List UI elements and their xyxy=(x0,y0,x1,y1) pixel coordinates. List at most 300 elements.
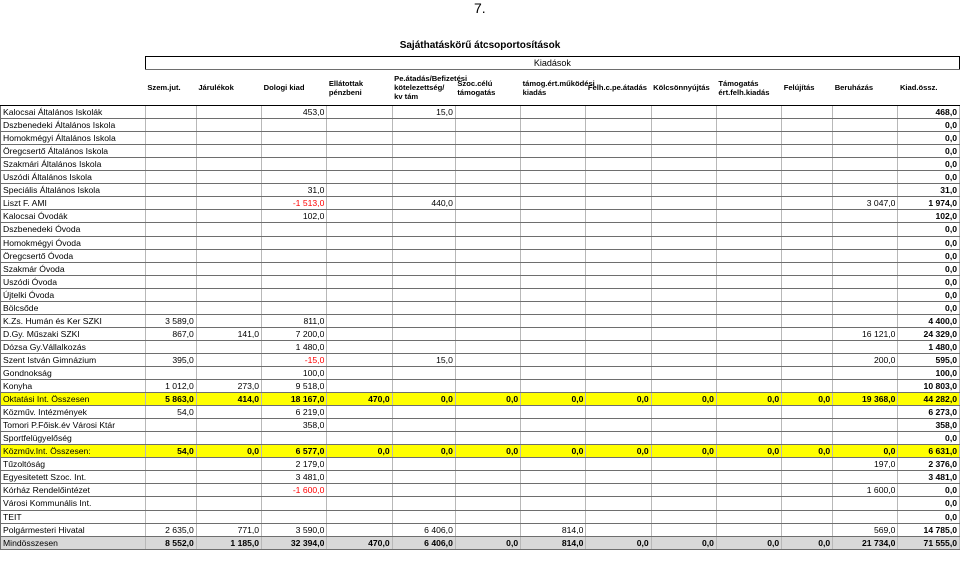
table-cell xyxy=(196,210,261,223)
table-cell xyxy=(196,249,261,262)
table-cell: 24 329,0 xyxy=(898,327,960,340)
table-cell xyxy=(196,262,261,275)
column-header: Szem.jut. xyxy=(145,70,196,106)
table-cell xyxy=(196,132,261,145)
table-cell: 16 121,0 xyxy=(833,327,898,340)
table-row xyxy=(1,301,960,314)
table-row xyxy=(1,327,960,340)
table-cell xyxy=(782,432,833,445)
table-cell xyxy=(145,366,196,379)
table-cell xyxy=(262,497,327,510)
table-cell xyxy=(196,471,261,484)
table-cell xyxy=(455,484,520,497)
table-cell xyxy=(392,484,455,497)
table-cell: 7 200,0 xyxy=(262,327,327,340)
table-cell: 100,0 xyxy=(898,366,960,379)
table-cell xyxy=(327,119,392,132)
column-header: Járulékok xyxy=(196,70,261,106)
table-cell xyxy=(145,158,196,171)
table-cell xyxy=(392,497,455,510)
table-cell xyxy=(716,432,781,445)
expense-table xyxy=(0,56,960,550)
table-cell xyxy=(716,171,781,184)
table-cell xyxy=(521,275,586,288)
table-cell xyxy=(327,314,392,327)
table-cell: 44 282,0 xyxy=(898,393,960,406)
table-cell: 0,0 xyxy=(898,510,960,523)
table-cell xyxy=(392,314,455,327)
table-cell xyxy=(782,380,833,393)
table-cell: 15,0 xyxy=(392,106,455,119)
row-label: Uszódi Általános Iskola xyxy=(1,171,146,184)
table-cell: -15,0 xyxy=(262,353,327,366)
table-cell xyxy=(145,145,196,158)
table-cell: 31,0 xyxy=(262,184,327,197)
row-label: Dózsa Gy.Vállalkozás xyxy=(1,340,146,353)
table-row xyxy=(1,380,960,393)
table-cell xyxy=(716,210,781,223)
table-cell xyxy=(586,236,651,249)
table-row xyxy=(1,184,960,197)
column-header-row xyxy=(1,70,960,106)
table-cell xyxy=(327,510,392,523)
table-cell xyxy=(833,419,898,432)
table-cell xyxy=(145,301,196,314)
table-cell: 0,0 xyxy=(898,223,960,236)
table-cell xyxy=(782,197,833,210)
table-cell xyxy=(521,471,586,484)
table-cell xyxy=(586,353,651,366)
table-cell: 4 400,0 xyxy=(898,314,960,327)
table-row xyxy=(1,197,960,210)
page-number: 7. xyxy=(474,0,486,16)
table-cell xyxy=(651,106,716,119)
table-cell xyxy=(833,171,898,184)
table-cell: 0,0 xyxy=(898,288,960,301)
table-cell xyxy=(455,471,520,484)
row-label: Gondnokság xyxy=(1,366,146,379)
table-cell: 569,0 xyxy=(833,523,898,536)
table-row xyxy=(1,171,960,184)
table-cell xyxy=(586,471,651,484)
table-cell: 1 600,0 xyxy=(833,484,898,497)
table-row xyxy=(1,458,960,471)
table-cell xyxy=(782,210,833,223)
table-cell: 0,0 xyxy=(898,432,960,445)
table-cell xyxy=(262,132,327,145)
table-cell xyxy=(586,510,651,523)
table-cell xyxy=(716,327,781,340)
table-cell xyxy=(716,223,781,236)
table-cell xyxy=(327,171,392,184)
table-cell xyxy=(716,380,781,393)
table-cell: 0,0 xyxy=(898,262,960,275)
table-cell xyxy=(651,288,716,301)
table-cell xyxy=(455,236,520,249)
table-row xyxy=(1,158,960,171)
row-label: Közműv. Intézmények xyxy=(1,406,146,419)
table-cell: 1 185,0 xyxy=(196,536,261,549)
table-cell xyxy=(392,223,455,236)
table-cell xyxy=(327,340,392,353)
table-cell xyxy=(455,249,520,262)
table-cell xyxy=(782,458,833,471)
row-label: Kórház Rendelőintézet xyxy=(1,484,146,497)
table-cell xyxy=(455,158,520,171)
table-cell xyxy=(716,301,781,314)
table-cell xyxy=(196,119,261,132)
table-cell xyxy=(651,132,716,145)
table-cell xyxy=(196,340,261,353)
table-cell xyxy=(196,497,261,510)
table-cell xyxy=(782,471,833,484)
table-cell: 0,0 xyxy=(782,445,833,458)
table-cell xyxy=(455,145,520,158)
table-row xyxy=(1,406,960,419)
table-cell: 1 480,0 xyxy=(262,340,327,353)
table-cell xyxy=(521,236,586,249)
table-cell xyxy=(782,484,833,497)
table-cell xyxy=(196,145,261,158)
table-cell xyxy=(392,406,455,419)
table-cell: 273,0 xyxy=(196,380,261,393)
table-cell xyxy=(196,419,261,432)
table-cell: 0,0 xyxy=(455,393,520,406)
table-cell: 867,0 xyxy=(145,327,196,340)
table-cell xyxy=(392,210,455,223)
table-cell xyxy=(782,510,833,523)
table-cell: 0,0 xyxy=(327,445,392,458)
table-cell xyxy=(782,249,833,262)
row-label: Mindösszesen xyxy=(1,536,146,549)
table-cell xyxy=(145,106,196,119)
table-cell xyxy=(327,288,392,301)
table-cell: 2 376,0 xyxy=(898,458,960,471)
table-cell xyxy=(651,262,716,275)
table-row xyxy=(1,497,960,510)
table-cell xyxy=(833,510,898,523)
table-cell xyxy=(833,340,898,353)
table-cell xyxy=(392,145,455,158)
table-cell xyxy=(392,236,455,249)
table-cell xyxy=(262,288,327,301)
table-cell xyxy=(392,184,455,197)
table-cell xyxy=(716,236,781,249)
table-cell xyxy=(521,497,586,510)
table-cell xyxy=(521,353,586,366)
table-cell xyxy=(145,262,196,275)
table-cell xyxy=(392,171,455,184)
table-cell xyxy=(455,119,520,132)
table-cell xyxy=(392,432,455,445)
table-cell xyxy=(262,171,327,184)
table-row xyxy=(1,106,960,119)
table-cell xyxy=(586,380,651,393)
table-cell: 102,0 xyxy=(262,210,327,223)
table-cell xyxy=(521,288,586,301)
table-cell xyxy=(833,184,898,197)
table-cell xyxy=(327,249,392,262)
table-cell: 0,0 xyxy=(392,393,455,406)
row-label: Dszbenedeki Általános Iskola xyxy=(1,119,146,132)
column-header: Kiad.össz. xyxy=(898,70,960,106)
table-cell xyxy=(392,327,455,340)
sheet-title: Sajáthatáskörű átcsoportosítások xyxy=(399,40,561,51)
table-cell xyxy=(327,366,392,379)
table-cell xyxy=(196,288,261,301)
table-cell xyxy=(196,197,261,210)
table-cell xyxy=(455,380,520,393)
table-cell: 0,0 xyxy=(716,393,781,406)
table-cell xyxy=(651,210,716,223)
table-cell xyxy=(196,314,261,327)
table-cell xyxy=(196,510,261,523)
table-cell xyxy=(196,484,261,497)
table-row xyxy=(1,340,960,353)
table-cell: 814,0 xyxy=(521,536,586,549)
table-cell xyxy=(782,353,833,366)
table-cell xyxy=(455,197,520,210)
table-cell xyxy=(833,132,898,145)
table-cell xyxy=(327,197,392,210)
table-cell xyxy=(833,406,898,419)
table-cell xyxy=(145,249,196,262)
table-cell: 395,0 xyxy=(145,353,196,366)
table-cell xyxy=(716,249,781,262)
table-cell xyxy=(327,497,392,510)
table-cell xyxy=(145,510,196,523)
table-cell: 100,0 xyxy=(262,366,327,379)
table-cell xyxy=(586,366,651,379)
table-row xyxy=(1,523,960,536)
table-cell xyxy=(782,223,833,236)
table-cell: 358,0 xyxy=(898,419,960,432)
table-cell xyxy=(586,171,651,184)
table-cell xyxy=(833,314,898,327)
table-row xyxy=(1,314,960,327)
table-cell xyxy=(327,353,392,366)
table-cell xyxy=(716,275,781,288)
row-label: Tűzoltóság xyxy=(1,458,146,471)
table-cell xyxy=(782,366,833,379)
table-cell xyxy=(651,406,716,419)
table-cell xyxy=(145,419,196,432)
table-cell xyxy=(327,458,392,471)
table-row xyxy=(1,262,960,275)
table-cell xyxy=(327,471,392,484)
table-cell xyxy=(521,262,586,275)
table-cell xyxy=(392,262,455,275)
table-cell: 19 368,0 xyxy=(833,393,898,406)
table-cell xyxy=(782,262,833,275)
table-cell xyxy=(455,366,520,379)
table-cell xyxy=(716,145,781,158)
table-cell xyxy=(833,471,898,484)
table-cell xyxy=(521,197,586,210)
table-cell xyxy=(455,340,520,353)
row-label: Városi Kommunális Int. xyxy=(1,497,146,510)
table-row xyxy=(1,419,960,432)
table-cell xyxy=(782,327,833,340)
table-cell xyxy=(651,340,716,353)
table-cell xyxy=(782,106,833,119)
table-cell xyxy=(782,119,833,132)
table-cell xyxy=(833,288,898,301)
column-header: támog.ért.működési kiadás xyxy=(521,70,586,106)
table-cell xyxy=(455,301,520,314)
row-label: Homokmégyi Általános Iskola xyxy=(1,132,146,145)
table-cell xyxy=(716,197,781,210)
table-cell: 0,0 xyxy=(651,445,716,458)
table-row xyxy=(1,132,960,145)
table-cell xyxy=(716,314,781,327)
table-cell xyxy=(196,184,261,197)
table-cell: 1 012,0 xyxy=(145,380,196,393)
row-label: Közműv.Int. Összesen: xyxy=(1,445,146,458)
table-cell xyxy=(262,119,327,132)
table-cell xyxy=(833,497,898,510)
table-cell xyxy=(262,249,327,262)
table-cell: 54,0 xyxy=(145,406,196,419)
table-cell xyxy=(262,275,327,288)
table-cell xyxy=(145,119,196,132)
column-header: Pe.átadás/Befizetési kötelezettség/ kv tám xyxy=(392,70,455,106)
table-cell xyxy=(651,432,716,445)
column-header: Támogatás ért.felh.kiadás xyxy=(716,70,781,106)
table-cell xyxy=(521,406,586,419)
table-cell xyxy=(833,301,898,314)
table-cell xyxy=(782,419,833,432)
table-cell xyxy=(716,132,781,145)
row-label: Polgármesteri Hivatal xyxy=(1,523,146,536)
table-cell xyxy=(327,301,392,314)
table-cell: 18 167,0 xyxy=(262,393,327,406)
table-cell xyxy=(651,523,716,536)
table-row xyxy=(1,471,960,484)
table-cell: 6 406,0 xyxy=(392,523,455,536)
table-cell xyxy=(651,380,716,393)
table-cell xyxy=(145,197,196,210)
table-cell xyxy=(651,223,716,236)
table-cell xyxy=(196,236,261,249)
table-cell xyxy=(196,106,261,119)
table-cell: 595,0 xyxy=(898,353,960,366)
table-cell xyxy=(327,132,392,145)
table-row xyxy=(1,353,960,366)
table-row xyxy=(1,288,960,301)
table-cell xyxy=(651,249,716,262)
table-row xyxy=(1,445,960,458)
table-cell xyxy=(327,484,392,497)
row-label: Öregcsertő Általános Iskola xyxy=(1,145,146,158)
table-cell xyxy=(455,288,520,301)
table-cell: 0,0 xyxy=(898,145,960,158)
row-label: Tomori P.Főisk.év Városi Ktár xyxy=(1,419,146,432)
table-cell xyxy=(782,236,833,249)
table-cell xyxy=(716,366,781,379)
table-cell xyxy=(196,275,261,288)
table-row xyxy=(1,484,960,497)
table-row xyxy=(1,145,960,158)
table-cell: 0,0 xyxy=(586,393,651,406)
table-cell xyxy=(455,419,520,432)
table-cell xyxy=(586,184,651,197)
table-cell xyxy=(327,327,392,340)
table-row xyxy=(1,210,960,223)
table-cell xyxy=(833,432,898,445)
table-cell xyxy=(716,471,781,484)
table-cell xyxy=(145,275,196,288)
table-cell xyxy=(651,497,716,510)
table-cell xyxy=(716,484,781,497)
group-header: Kiadások xyxy=(145,57,959,70)
row-label: Uszódi Óvoda xyxy=(1,275,146,288)
table-cell xyxy=(521,484,586,497)
table-cell xyxy=(145,184,196,197)
row-label: Oktatási Int. Összesen xyxy=(1,393,146,406)
table-cell: 0,0 xyxy=(898,249,960,262)
table-cell: 0,0 xyxy=(898,236,960,249)
table-cell xyxy=(262,510,327,523)
table-cell xyxy=(521,210,586,223)
table-cell: 814,0 xyxy=(521,523,586,536)
table-cell xyxy=(145,223,196,236)
table-cell xyxy=(196,158,261,171)
table-cell xyxy=(651,510,716,523)
table-cell xyxy=(521,327,586,340)
table-row xyxy=(1,275,960,288)
table-cell: 811,0 xyxy=(262,314,327,327)
table-cell: 0,0 xyxy=(898,301,960,314)
table-cell xyxy=(392,458,455,471)
table-cell xyxy=(651,484,716,497)
table-cell: 0,0 xyxy=(392,445,455,458)
table-cell xyxy=(782,184,833,197)
table-cell xyxy=(586,484,651,497)
column-header: Ellátottak pénzbeni xyxy=(327,70,392,106)
table-cell xyxy=(262,223,327,236)
table-cell xyxy=(521,432,586,445)
table-cell xyxy=(521,158,586,171)
table-cell: 1 974,0 xyxy=(898,197,960,210)
table-cell xyxy=(651,471,716,484)
table-cell xyxy=(521,366,586,379)
table-cell: 6 273,0 xyxy=(898,406,960,419)
table-cell xyxy=(455,314,520,327)
table-cell: 0,0 xyxy=(833,445,898,458)
table-cell: 32 394,0 xyxy=(262,536,327,549)
table-cell xyxy=(586,145,651,158)
table-cell xyxy=(327,419,392,432)
table-cell: 470,0 xyxy=(327,536,392,549)
table-cell xyxy=(392,288,455,301)
table-cell: 3 590,0 xyxy=(262,523,327,536)
table-cell xyxy=(392,158,455,171)
table-cell xyxy=(716,158,781,171)
table-cell xyxy=(782,145,833,158)
table-cell xyxy=(521,119,586,132)
table-cell xyxy=(455,458,520,471)
table-cell: 0,0 xyxy=(898,497,960,510)
table-cell xyxy=(651,184,716,197)
column-header: Felh.c.pe.átadás xyxy=(586,70,651,106)
table-cell xyxy=(392,340,455,353)
table-cell xyxy=(833,275,898,288)
table-cell: 0,0 xyxy=(586,445,651,458)
table-cell: 0,0 xyxy=(898,484,960,497)
table-cell xyxy=(586,432,651,445)
table-cell: 0,0 xyxy=(782,393,833,406)
